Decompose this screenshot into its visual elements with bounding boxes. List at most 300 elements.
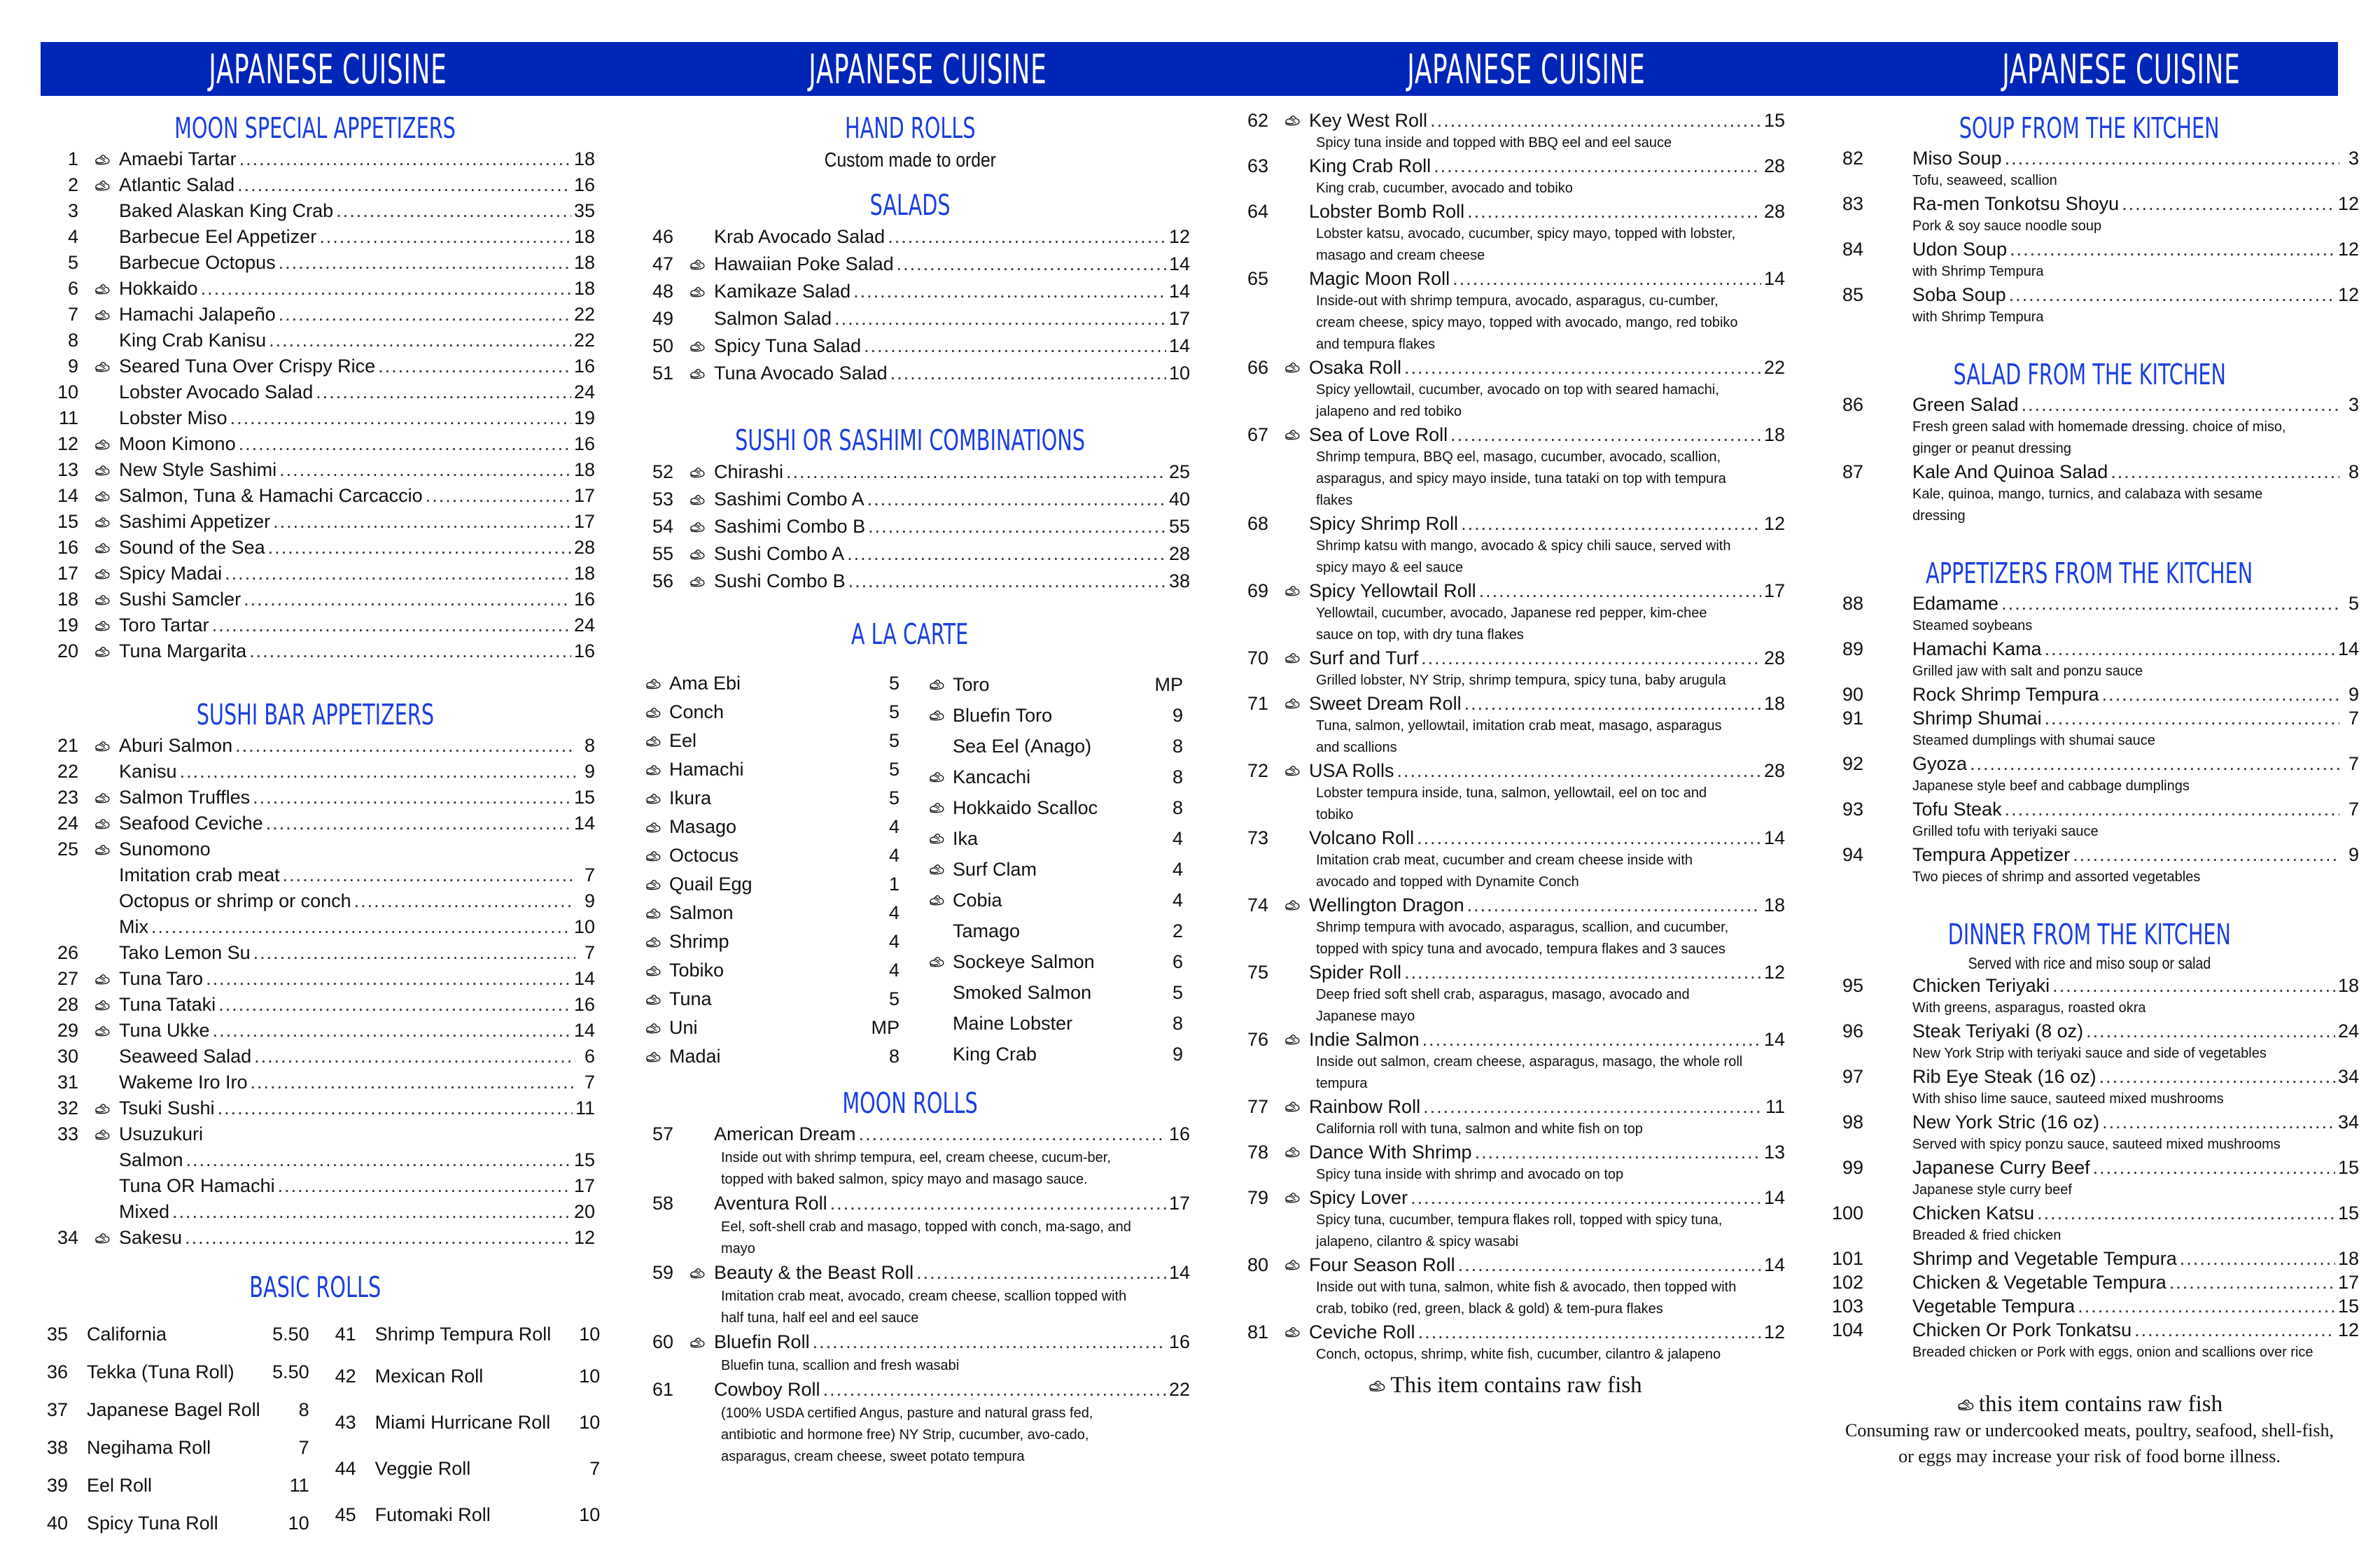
item-name: Negihama Roll [87, 1436, 211, 1458]
dot-leader [1410, 1186, 1761, 1210]
item-description: Grilled lobster, NY Strip, shrimp tempura, spicy tuna, baby arugula [1316, 673, 1726, 688]
menu-item[interactable] [1225, 579, 1785, 603]
basic-roll-item[interactable] [323, 1445, 601, 1492]
dot-leader [279, 250, 571, 276]
item-number: 5 [67, 252, 78, 273]
menu-item[interactable] [35, 1147, 595, 1173]
item-price: 5 [2348, 593, 2359, 614]
item-description: Shrimp tempura, BBQ eel, masago, cucumber, avocado, scallion, asparagus, and spicy mayo inside, tuna tataki on top with tempura flakes [1316, 449, 1726, 508]
moon-rolls-list [630, 1121, 1190, 1468]
item-price: 5 [888, 730, 899, 751]
menu-item[interactable] [35, 940, 595, 966]
item-price: 7 [584, 1072, 595, 1093]
a-la-carte-item[interactable] [637, 841, 899, 870]
menu-item[interactable] [1225, 692, 1785, 715]
item-price: MP [1154, 673, 1183, 695]
menu-item[interactable] [35, 146, 595, 172]
raw-fish-sushi-icon [85, 463, 119, 477]
item-name: Japanese Bagel Roll [87, 1399, 260, 1420]
item-description: Japanese style beef and cabbage dumplings [1912, 778, 2190, 794]
a-la-carte-item[interactable] [637, 727, 899, 755]
item-number: 21 [57, 735, 78, 756]
a-la-carte-item[interactable] [920, 792, 1183, 823]
kitchen-dinner-list [1820, 974, 2359, 1364]
raw-fish-sushi-icon [85, 817, 119, 831]
item-price: 18 [2337, 975, 2359, 996]
menu-item[interactable] [630, 360, 1190, 387]
menu-item[interactable] [1820, 1065, 2359, 1088]
menu-item[interactable] [1820, 637, 2359, 661]
item-name: Moon Kimono [119, 433, 236, 454]
item-price: 9 [2348, 684, 2359, 705]
item-number: 92 [1842, 753, 1863, 774]
menu-item[interactable] [630, 1191, 1190, 1217]
item-number: 69 [1247, 580, 1268, 601]
item-name: Four Season Roll [1309, 1254, 1455, 1275]
dot-leader [279, 302, 571, 328]
item-name: Eel Roll [87, 1474, 153, 1496]
menu-item[interactable] [1820, 460, 2359, 484]
raw-fish-sushi-icon [1275, 1032, 1309, 1046]
item-price: 6 [1172, 951, 1183, 972]
item-number: 6 [67, 278, 78, 299]
item-number: 39 [46, 1474, 69, 1496]
menu-item[interactable] [630, 540, 1190, 568]
section-title: MOON ROLLS [842, 1086, 978, 1120]
dot-leader [2037, 1201, 2335, 1225]
item-name: Shrimp [669, 931, 729, 952]
item-name: Madai [669, 1046, 721, 1067]
dot-leader [378, 353, 571, 379]
item-price: 18 [573, 148, 595, 169]
menu-item[interactable] [630, 278, 1190, 305]
menu-item[interactable] [35, 172, 595, 198]
dot-leader [1467, 893, 1761, 917]
a-la-carte-item[interactable] [920, 977, 1183, 1008]
item-price: 14 [1168, 253, 1190, 274]
a-la-carte-item[interactable] [637, 870, 899, 899]
item-name: Seaweed Salad [119, 1046, 252, 1067]
item-price: 16 [573, 589, 595, 610]
menu-item[interactable] [1225, 356, 1785, 379]
a-la-carte-item[interactable] [920, 946, 1183, 977]
dot-leader [201, 276, 571, 302]
raw-fish-sushi-icon [920, 708, 953, 722]
a-la-carte-item[interactable] [920, 854, 1183, 885]
a-la-carte-item[interactable] [637, 698, 899, 727]
item-price: 4 [888, 902, 899, 923]
item-name: Kanisu [119, 761, 177, 782]
item-name: Tuna OR Hamachi [119, 1175, 275, 1196]
menu-item[interactable] [35, 638, 595, 664]
basic-roll-item[interactable] [323, 1399, 601, 1445]
a-la-carte-item[interactable] [920, 762, 1183, 792]
a-la-carte-item[interactable] [920, 823, 1183, 854]
menu-item[interactable] [35, 431, 595, 457]
item-price: 18 [573, 563, 595, 584]
menu-item[interactable] [1225, 759, 1785, 783]
menu-item[interactable] [35, 811, 595, 836]
item-price: 9 [1172, 1043, 1183, 1065]
item-price: 12 [2337, 1319, 2359, 1340]
dot-leader [230, 405, 571, 431]
menu-item[interactable] [1820, 393, 2359, 416]
menu-item[interactable] [35, 836, 595, 862]
item-name: Sashimi Appetizer [119, 511, 271, 532]
a-la-carte-item[interactable] [637, 927, 899, 956]
item-number: 57 [652, 1123, 673, 1144]
menu-item[interactable] [35, 457, 595, 483]
menu-item[interactable] [1820, 1294, 2359, 1318]
item-price: 1 [888, 874, 899, 895]
item-name: Tuna [669, 988, 712, 1009]
menu-item[interactable] [1225, 423, 1785, 447]
menu-item[interactable] [35, 250, 595, 276]
menu-item[interactable] [35, 587, 595, 612]
item-number: 66 [1247, 357, 1268, 378]
item-description: New York Strip with teriyaki sauce and side of vegetables [1912, 1046, 2267, 1061]
dot-leader [254, 1044, 575, 1070]
a-la-carte-item[interactable] [920, 731, 1183, 762]
menu-item[interactable] [35, 561, 595, 587]
menu-item[interactable] [1820, 1110, 2359, 1134]
menu-item[interactable] [630, 305, 1190, 332]
menu-item[interactable] [35, 379, 595, 405]
menu-item[interactable] [1225, 154, 1785, 178]
menu-item[interactable] [35, 198, 595, 224]
menu-item[interactable] [1225, 1095, 1785, 1119]
basic-roll-item[interactable] [35, 1504, 309, 1542]
menu-item[interactable] [35, 914, 595, 940]
menu-item[interactable] [630, 458, 1190, 486]
menu-item[interactable] [1225, 108, 1785, 132]
menu-item[interactable] [1225, 199, 1785, 223]
dot-leader [1475, 1140, 1761, 1164]
raw-fish-sushi-icon [85, 282, 119, 296]
item-name: Spicy Lover [1309, 1187, 1408, 1208]
menu-item[interactable] [35, 992, 595, 1018]
menu-item[interactable] [35, 966, 595, 992]
item-name: New Style Sashimi [119, 459, 277, 480]
menu-item[interactable] [1820, 974, 2359, 997]
item-price: 11 [289, 1474, 309, 1496]
item-price: 10 [288, 1512, 309, 1534]
salads-list [630, 223, 1190, 387]
menu-item[interactable] [1820, 1156, 2359, 1179]
menu-item[interactable] [35, 1225, 595, 1251]
item-description: Inside out with shrimp tempura, eel, cream cheese, cucum-ber, topped with baked salmon, spicy mayo and masago sauce. [721, 1150, 1111, 1187]
item-description: Eel, soft-shell crab and masago, topped with conch, ma-sago, and mayo [721, 1219, 1131, 1256]
menu-item[interactable] [35, 612, 595, 638]
item-description: Conch, octopus, shrimp, white fish, cucumber, cilantro & jalapeno [1316, 1347, 1721, 1362]
a-la-carte-item[interactable] [920, 916, 1183, 946]
dot-leader [1461, 512, 1761, 535]
item-number: 87 [1842, 461, 1863, 482]
item-price: 9 [1172, 704, 1183, 726]
item-price: 5 [888, 787, 899, 808]
dot-leader [2099, 1065, 2335, 1088]
menu-item[interactable] [630, 1329, 1190, 1355]
basic-roll-item[interactable] [35, 1315, 309, 1353]
menu-item[interactable] [1225, 512, 1785, 535]
raw-fish-sushi-icon [85, 972, 119, 986]
menu-item[interactable] [1820, 237, 2359, 261]
a-la-carte-item[interactable] [920, 700, 1183, 731]
menu-item[interactable] [1820, 706, 2359, 730]
item-price: 16 [573, 640, 595, 661]
item-number: 38 [46, 1436, 69, 1458]
dot-leader [1418, 1320, 1761, 1344]
menu-item[interactable] [35, 785, 595, 811]
item-price: 18 [573, 278, 595, 299]
menu-item[interactable] [35, 1018, 595, 1044]
basic-roll-item[interactable] [35, 1353, 309, 1391]
dot-leader [2122, 192, 2335, 216]
item-name: Volcano Roll [1309, 827, 1415, 848]
item-price: 55 [1168, 516, 1190, 537]
a-la-carte-item[interactable] [920, 669, 1183, 700]
dot-leader [847, 540, 1166, 568]
menu-item[interactable] [1225, 1253, 1785, 1277]
a-la-carte-item[interactable] [920, 1008, 1183, 1039]
menu-item[interactable] [35, 1121, 595, 1147]
item-name: California [87, 1323, 167, 1345]
menu-item[interactable] [1820, 1247, 2359, 1270]
menu-item[interactable] [35, 862, 595, 888]
item-name: Green Salad [1912, 394, 2019, 415]
menu-item[interactable] [1225, 960, 1785, 984]
item-name: Lobster Bomb Roll [1309, 201, 1465, 222]
a-la-carte-item[interactable] [637, 1042, 899, 1071]
item-price: 7 [2348, 708, 2359, 729]
menu-item[interactable] [630, 568, 1190, 595]
menu-item[interactable] [1820, 752, 2359, 776]
item-name: Sunomono [119, 839, 211, 860]
item-price: 9 [2348, 844, 2359, 865]
item-number: 91 [1842, 708, 1863, 729]
item-name: Steak Teriyaki (8 oz) [1912, 1021, 2084, 1042]
menu-item[interactable] [35, 1095, 595, 1121]
item-number: 4 [67, 226, 78, 247]
item-price: 14 [573, 968, 595, 989]
menu-item[interactable] [1225, 1028, 1785, 1051]
item-description: Inside out salmon, cream cheese, asparagus, masago, the whole roll tempura [1316, 1054, 1743, 1091]
menu-item[interactable] [630, 1260, 1190, 1286]
a-la-carte-item[interactable] [637, 669, 899, 698]
menu-item[interactable] [1820, 843, 2359, 867]
a-la-carte-item[interactable] [637, 899, 899, 927]
item-number: 25 [57, 839, 78, 860]
basic-roll-item[interactable] [323, 1492, 601, 1538]
item-number: 96 [1842, 1021, 1863, 1042]
item-name: Chicken Katsu [1912, 1203, 2035, 1224]
item-name: Barbecue Octopus [119, 252, 276, 273]
item-name: Tsuki Sushi [119, 1098, 215, 1119]
a-la-carte-item[interactable] [920, 1039, 1183, 1070]
raw-fish-sushi-icon [680, 339, 714, 353]
item-name: Chicken Teriyaki [1912, 975, 2050, 996]
item-number: 26 [57, 942, 78, 963]
menu-item[interactable] [1225, 893, 1785, 917]
item-number: 50 [652, 335, 673, 356]
menu-item[interactable] [1820, 591, 2359, 615]
dot-leader [218, 992, 571, 1018]
item-price: 34 [2337, 1112, 2359, 1133]
item-number: 56 [652, 570, 673, 591]
menu-item[interactable] [1225, 1186, 1785, 1210]
dot-leader [212, 612, 571, 638]
basic-roll-item[interactable] [323, 1315, 601, 1353]
item-price: 8 [888, 1046, 899, 1067]
dot-leader [239, 431, 571, 457]
menu-item[interactable] [630, 251, 1190, 278]
menu-item[interactable] [35, 888, 595, 914]
item-price: 5.50 [272, 1323, 309, 1345]
basic-roll-item[interactable] [35, 1466, 309, 1504]
menu-item[interactable] [35, 1199, 595, 1225]
item-number: 20 [57, 640, 78, 661]
menu-item[interactable] [35, 276, 595, 302]
item-number: 13 [57, 459, 78, 480]
menu-item[interactable] [630, 513, 1190, 540]
menu-item[interactable] [630, 223, 1190, 251]
item-name: Hokkaido [119, 278, 198, 299]
item-description: Pork & soy sauce noodle soup [1912, 218, 2102, 234]
item-name: Spicy Yellowtail Roll [1309, 580, 1476, 601]
menu-item[interactable] [1225, 267, 1785, 290]
item-price: 5 [888, 759, 899, 780]
item-number: 30 [57, 1046, 78, 1067]
menu-item[interactable] [1820, 146, 2359, 170]
menu-item[interactable] [1820, 797, 2359, 821]
raw-fish-sushi-icon [1275, 764, 1309, 778]
menu-item[interactable] [1820, 1019, 2359, 1043]
item-price: 15 [2337, 1296, 2359, 1317]
item-price: 14 [1763, 1187, 1785, 1208]
item-number: 85 [1842, 284, 1863, 305]
dot-leader [1434, 154, 1761, 178]
raw-fish-sushi-icon [1275, 651, 1309, 665]
menu-item[interactable] [1820, 1270, 2359, 1294]
menu-item[interactable] [35, 328, 595, 353]
item-number: 1 [67, 148, 78, 169]
menu-item[interactable] [35, 1173, 595, 1199]
dot-leader [172, 1199, 571, 1225]
item-name: Atlantic Salad [119, 174, 235, 195]
item-name: Shrimp Tempura Roll [374, 1323, 552, 1345]
section-title: BASIC ROLLS [249, 1270, 381, 1304]
item-number: 93 [1842, 799, 1863, 820]
raw-fish-sushi-icon [680, 258, 714, 272]
menu-item[interactable] [1820, 1201, 2359, 1225]
menu-item[interactable] [35, 1044, 595, 1070]
column-1 [35, 110, 601, 1542]
menu-item[interactable] [35, 509, 595, 535]
menu-item[interactable] [1225, 646, 1785, 670]
item-price: 17 [573, 511, 595, 532]
menu-item[interactable] [35, 733, 595, 759]
menu-item[interactable] [1225, 826, 1785, 850]
item-description: King crab, cucumber, avocado and tobiko [1316, 181, 1573, 196]
dot-leader [867, 486, 1166, 513]
basic-roll-item[interactable] [35, 1429, 309, 1466]
item-number: 61 [652, 1379, 673, 1400]
item-name: Tuna Tataki [119, 994, 216, 1015]
item-name: Eel [669, 730, 697, 751]
a-la-carte-item[interactable] [637, 755, 899, 784]
raw-fish-sushi-icon [637, 993, 669, 1007]
menu-item[interactable] [35, 353, 595, 379]
item-name: Masago [669, 816, 737, 837]
a-la-carte-item[interactable] [637, 985, 899, 1014]
item-description: Steamed soybeans [1912, 618, 2033, 633]
item-number: 81 [1247, 1322, 1268, 1343]
a-la-carte-item[interactable] [637, 956, 899, 985]
item-name: Salmon, Tuna & Hamachi Carcaccio [119, 485, 423, 506]
menu-item[interactable] [630, 1121, 1190, 1147]
item-number: 33 [57, 1123, 78, 1144]
kitchen-salad-list [1820, 393, 2359, 527]
menu-item[interactable] [35, 1070, 595, 1095]
raw-fish-sushi-icon [637, 820, 669, 834]
menu-item[interactable] [1225, 1320, 1785, 1344]
item-name: Rib Eye Steak (16 oz) [1912, 1066, 2096, 1087]
dot-leader [890, 360, 1166, 387]
dot-leader [786, 458, 1166, 486]
item-name: Usuzukuri [119, 1123, 204, 1144]
basic-roll-item[interactable] [35, 1391, 309, 1429]
sushi-bar-appetizers-list [35, 733, 595, 1251]
item-description: Kale, quinoa, mango, turnics, and calabaza with sesame dressing [1912, 486, 2263, 524]
item-description: Shrimp tempura with avocado, asparagus, scallion, and cucumber, topped with spicy tuna and avocado, tempura flakes and 3 sauces [1316, 920, 1729, 957]
menu-item[interactable] [1820, 283, 2359, 307]
item-number: 62 [1247, 110, 1268, 131]
item-price: 7 [589, 1457, 601, 1479]
a-la-carte-right [920, 669, 1183, 1071]
menu-item[interactable] [35, 224, 595, 250]
item-price: 10 [573, 916, 595, 937]
menu-item[interactable] [1820, 682, 2359, 706]
menu-item[interactable] [1225, 1140, 1785, 1164]
item-description: Inside-out with shrimp tempura, avocado, asparagus, cu-cumber, cream cheese, spicy mayo, topped with avocado, mango, red tobiko and tempura flakes [1316, 293, 1738, 352]
section-subtitle: Custom made to order [824, 149, 996, 171]
raw-fish-sushi-icon [637, 849, 669, 863]
menu-item[interactable] [1820, 192, 2359, 216]
a-la-carte-item[interactable] [637, 1014, 899, 1042]
menu-item[interactable] [35, 759, 595, 785]
item-number: 78 [1247, 1142, 1268, 1163]
a-la-carte-item[interactable] [637, 784, 899, 813]
dot-leader [206, 966, 571, 992]
raw-fish-sushi-icon [1275, 898, 1309, 912]
item-name: Sashimi Combo A [714, 489, 864, 510]
menu-item[interactable] [35, 302, 595, 328]
dot-leader [1423, 1095, 1763, 1119]
a-la-carte-item[interactable] [920, 885, 1183, 916]
menu-item[interactable] [35, 405, 595, 431]
a-la-carte-item[interactable] [637, 813, 899, 841]
dot-leader [213, 1018, 571, 1044]
item-price: 14 [2337, 638, 2359, 659]
menu-item[interactable] [35, 535, 595, 561]
dot-leader [269, 328, 571, 353]
basic-roll-item[interactable] [323, 1353, 601, 1399]
menu-item[interactable] [1820, 1318, 2359, 1342]
menu-item[interactable] [630, 332, 1190, 360]
menu-item[interactable] [35, 483, 595, 509]
menu-item[interactable] [630, 1377, 1190, 1403]
menu-item[interactable] [630, 486, 1190, 513]
